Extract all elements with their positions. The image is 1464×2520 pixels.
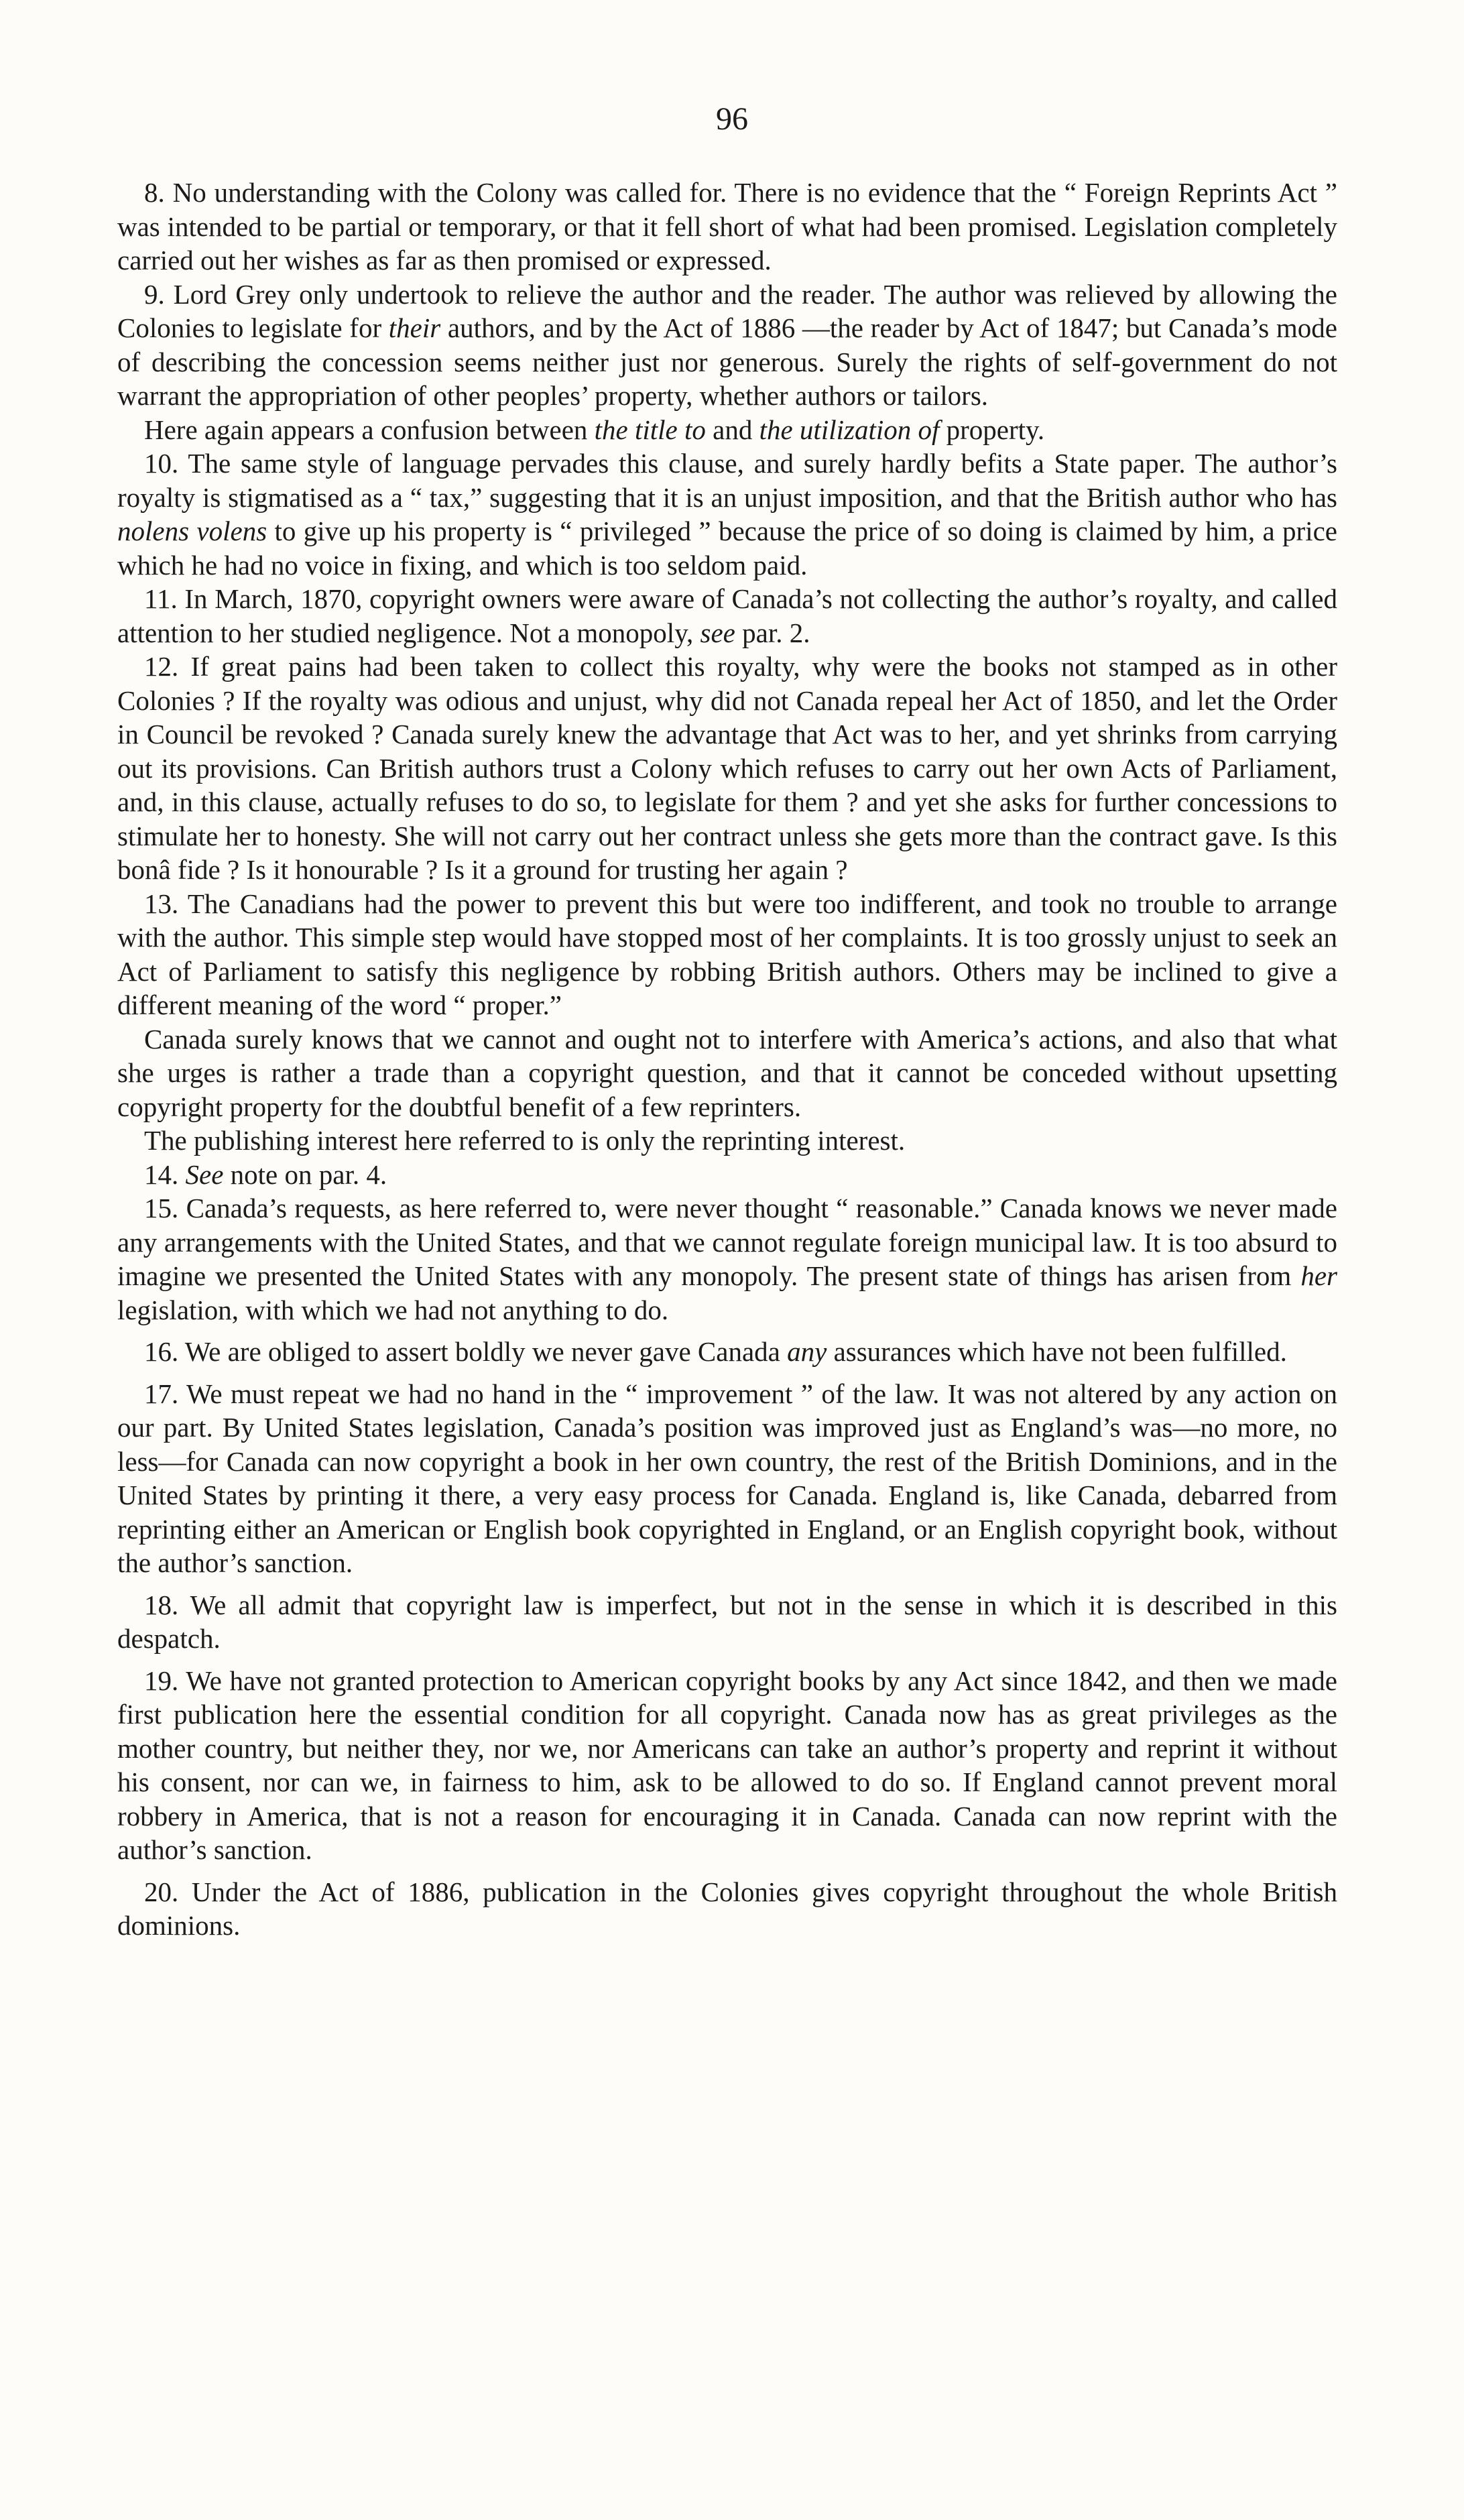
paragraph-14: 14. See note on par. 4. [144, 1158, 387, 1190]
paragraph-13: 13. The Canadians had the power to prevent this but were too indifferent, and took no trouble to arrange with the author. This simple step would have stopped most of her complaints. It is too grossly unjust to seek an Act of Parliament to satisfy this negligence by robbing British authors. Others may be inclined to give a different meaning of the word “ proper.” [117, 888, 1337, 1020]
paragraph-13-note-b: The publishing interest here referred to is only the reprinting interest. [144, 1125, 906, 1156]
emphasis-text: the title to [594, 414, 706, 445]
page-body [117, 176, 1337, 1943]
emphasis-text: their [388, 312, 441, 343]
emphasis-text: her [1300, 1260, 1337, 1291]
paragraph-8: 8. No understanding with the Colony was called for. There is no evidence that the “ Foreign Reprints Act ” was intended to be partial or temporary, or that it fell short of what had been promised. Legislation completely carried out her wishes as far as then promised or expressed. [117, 177, 1337, 276]
paragraph-12: 12. If great pains had been taken to collect this royalty, why were the books not stamped as in other Colonies ? If the royalty was odious and unjust, why did not Canada repeal her Act of 1850, and let the Order in Council be revoked ? Canada surely knew the advantage that Act was to her, and yet shrinks from carrying out its provisions. Can British authors trust a Colony which refuses to carry out her own Acts of Parliament, and, in this clause, actually refuses to do so, to legislate for them ? and yet she asks for further concessions to stimulate her to honesty. She will not carry out her contract unless she gets more than the contract gave. Is this bonâ fide ? Is it honourable ? Is it a ground for trusting her again ? [117, 651, 1337, 885]
emphasis-text: any [787, 1336, 827, 1367]
paragraph-10: 10. The same style of language pervades this clause, and surely hardly befits a State paper. The author’s royalty is stigmatised as a “ tax,” suggesting that it is an unjust imposition, and that the British author who has nolens volens to give up his property is “ privileged ” because the price of so doing is claimed by him, a price which he had no voice in fixing, and which is too seldom paid. [117, 448, 1337, 581]
paragraph-17: 17. We must repeat we had no hand in the “ improvement ” of the law. It was not altered by any action on our part. By United States legislation, Canada’s position was improved just as England’s was—no more, no less—for Canada can now copyright a book in her own country, the rest of the British Dominions, and in the United States by printing it there, a very easy process for Canada. England is, like Canada, debarred from reprinting either an American or English book copyrighted in England, or an English copyright book, without the author’s sanction. [117, 1378, 1337, 1578]
paragraph-18: 18. We all admit that copyright law is imperfect, but not in the sense in which it is described in this despatch. [117, 1589, 1337, 1654]
emphasis-text: See [185, 1158, 224, 1190]
paragraph-20: 20. Under the Act of 1886, publication in the Colonies gives copyright throughout the whole British dominions. [117, 1876, 1337, 1941]
paragraph-9: 9. Lord Grey only undertook to relieve the author and the reader. The author was relieved by allowing the Colonies to legislate for their authors, and by the Act of 1886 —the reader by Act of 1847; but Canada’s mode of describing the concession seems neither just nor generous. Surely the rights of self-government do not warrant the appropriation of other peoples’ property, whether authors or tailors. [117, 278, 1338, 411]
page-number: 96 [716, 101, 748, 137]
paragraph-13-note-a: Canada surely knows that we cannot and ought not to interfere with America’s actions, and also that what she urges is rather a trade than a copyright question, and that it cannot be conceded without upsetting copyright property for the doubtful benefit of a few reprinters. [117, 1023, 1337, 1122]
paragraph-15: 15. Canada’s requests, as here referred to, were never thought “ reasonable.” Canada knows we never made any arrangements with the United States, and that we cannot regulate foreign municipal law. It is too absurd to imagine we presented the United States with any monopoly. The present state of things has arisen from her legislation, with which we had not anything to do. [117, 1193, 1337, 1325]
emphasis-text: nolens volens [117, 516, 267, 546]
paragraph-19: 19. We have not granted protection to American copyright books by any Act since 1842, and then we made first publication here the essential condition for all copyright. Canada now has as great privileges as the mother country, but neither they, nor we, nor Americans can take an author’s property and reprint it without his consent, nor can we, in fairness to him, ask to be allowed to do so. If England cannot prevent moral robbery in America, that is not a reason for encouraging it in Canada. Canada can now reprint with the author’s sanction. [117, 1665, 1337, 1865]
paragraph-11: 11. In March, 1870, copyright owners were aware of Canada’s not collecting the author’s royalty, and called attention to her studied negligence. Not a monopoly, see par. 2. [117, 583, 1337, 648]
emphasis-text: the utilization of [759, 414, 940, 445]
emphasis-text: see [700, 617, 735, 648]
paragraph-9-note: Here again appears a confusion between the title to and the utilization of property. [144, 414, 1045, 445]
paragraph-16: 16. We are obliged to assert boldly we never gave Canada any assurances which have not been fulfilled. [144, 1336, 1287, 1367]
